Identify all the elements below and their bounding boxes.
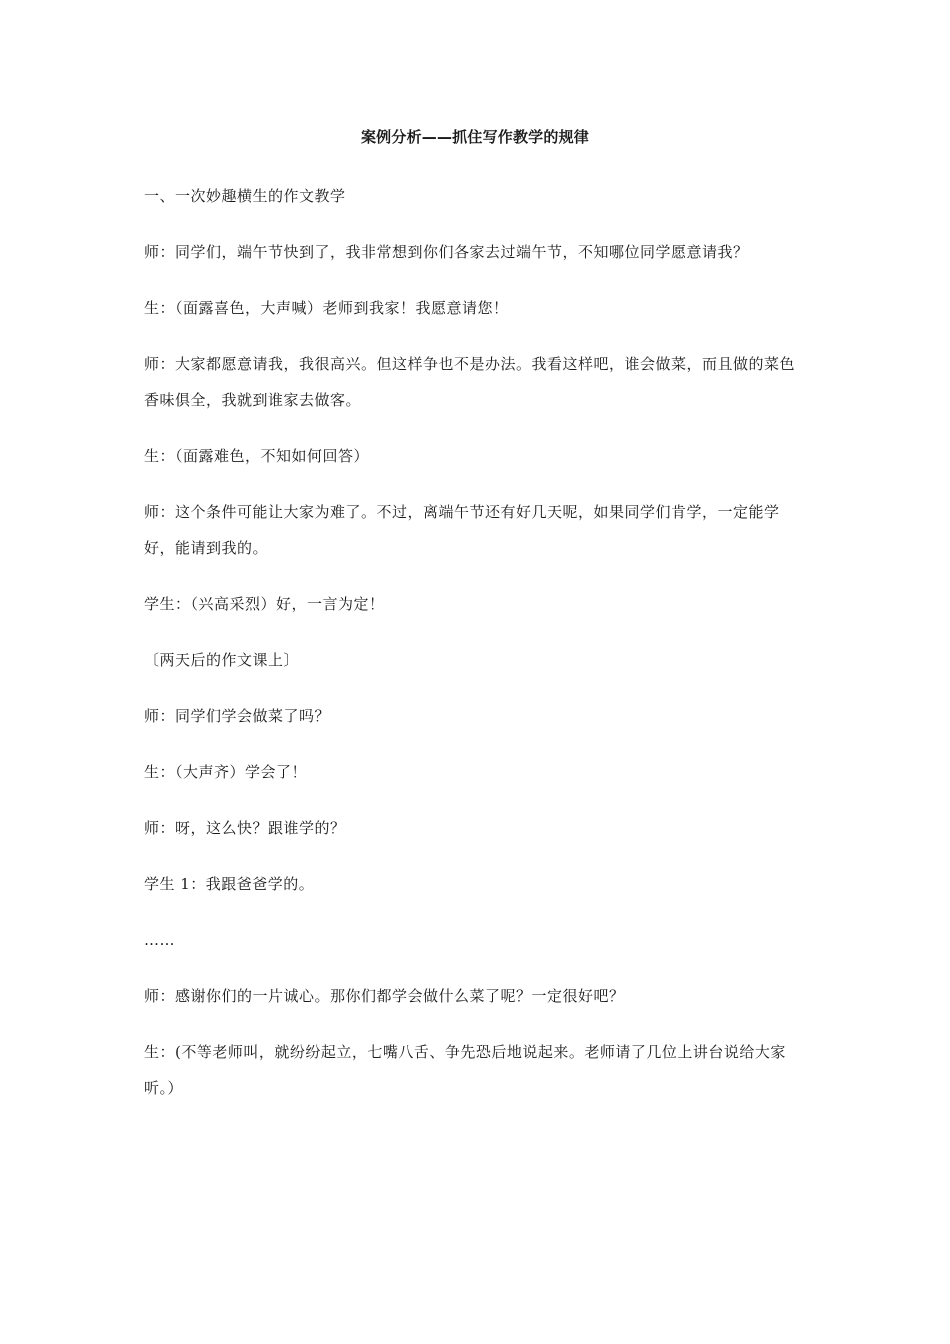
dialogue-paragraph: 师：这个条件可能让大家为难了。不过，离端午节还有好几天呢，如果同学们肯学，一定能学好，能请到我的。 (144, 503, 780, 557)
document-body (144, 178, 808, 1126)
dialogue-paragraph: 师：同学们学会做菜了吗？ (144, 707, 331, 725)
dialogue-paragraph: 生：（面露难色，不知如何回答） (144, 447, 370, 465)
dialogue-paragraph: 生：（大声齐）学会了！ (144, 763, 308, 781)
ellipsis-line: …… (144, 931, 175, 949)
dialogue-paragraph: 学生 1：我跟爸爸学的。 (144, 875, 315, 893)
dialogue-paragraph: 生：（面露喜色，大声喊）老师到我家！我愿意请您！ (144, 299, 509, 317)
dialogue-paragraph: 师：同学们，端午节快到了，我非常想到你们各家去过端午节，不知哪位同学愿意请我？ (144, 243, 749, 261)
dialogue-paragraph: 师：感谢你们的一片诚心。那你们都学会做什么菜了呢？一定很好吧？ (144, 987, 625, 1005)
scene-note: 〔两天后的作文课上〕 (144, 651, 300, 669)
document-title: 案例分析——抓住写作教学的规律 (360, 128, 589, 146)
section-heading: 一、一次妙趣横生的作文教学 (144, 187, 346, 205)
dialogue-paragraph: 师：大家都愿意请我，我很高兴。但这样争也不是办法。我看这样吧，谁会做菜，而且做的菜色香味俱全，我就到谁家去做客。 (144, 355, 796, 409)
dialogue-paragraph: 生：(不等老师叫，就纷纷起立，七嘴八舌、争先恐后地说起来。老师请了几位上讲台说给大家听。） (144, 1043, 786, 1097)
dialogue-paragraph: 学生：（兴高采烈）好，一言为定！ (144, 595, 385, 613)
dialogue-paragraph: 师：呀，这么快？跟谁学的？ (144, 819, 346, 837)
